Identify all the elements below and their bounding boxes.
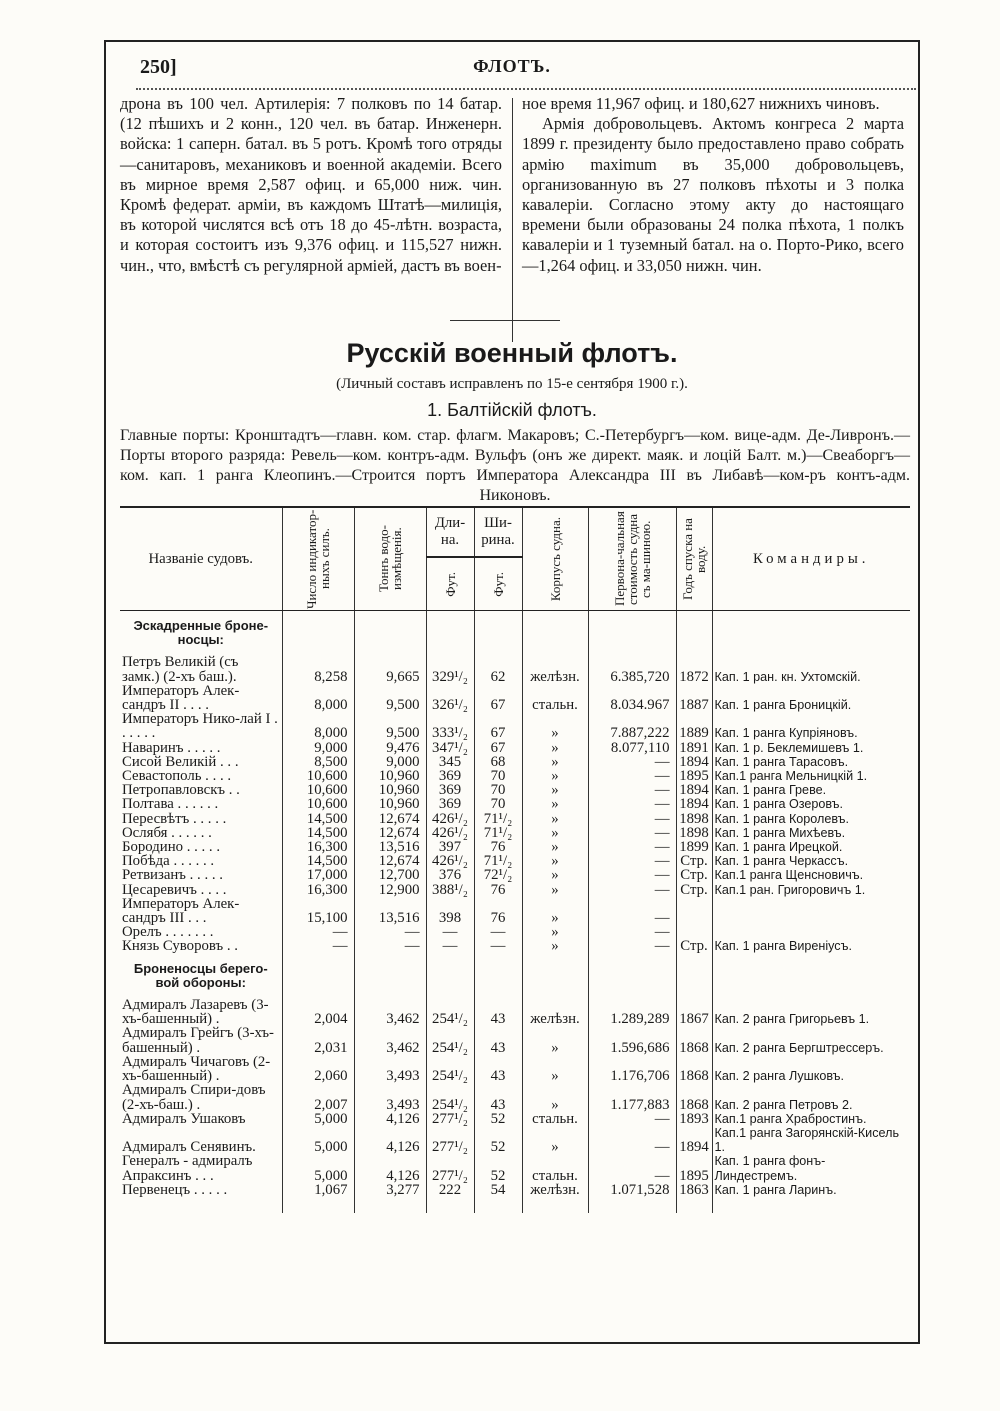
cell-hull: желѣзн. [522,655,588,683]
cell-len: 426¹/₂ [426,854,474,868]
cell-name: Адмиралъ Грейгъ (3-хъ-башенный) . [122,1025,274,1056]
table-row [120,812,910,826]
cell-year: 1894 [676,783,712,797]
cell-name: Императоръ Алек-сандръ III . . . [122,895,240,927]
cell-hp: 2,007 [282,1083,354,1111]
cell-hp: 10,600 [282,783,354,797]
cell-year: Стр. [676,854,712,868]
group-row [120,962,910,990]
cell-hull: » [522,883,588,897]
cell-hp: 17,000 [282,868,354,882]
cell-hp: 14,500 [282,812,354,826]
cell-year: 1868 [676,1055,712,1083]
cell-hull: » [522,840,588,854]
spacer-row [120,1197,910,1205]
cell-cmd [712,925,910,939]
cell-hull: стальн. [522,1154,588,1182]
cell-year: 1868 [676,1026,712,1054]
cell-hull: желѣзн. [522,1183,588,1197]
group-row [120,619,910,647]
cell-wid: — [474,925,522,939]
cell-hp: 2,060 [282,1055,354,1083]
left-paragraph: дрона въ 100 чел. Артилерія: 7 полковъ по 14 батар. (12 пѣшихъ и 2 конн., 120 чел. въ батар. Инженерн. войска: 1 саперн. батал. въ 5 ротъ. Кромѣ того отряды—санитаровъ, механиковъ и военной академіи. Всего въ мирное время 2,587 офиц. и 65,000 ниж. чин. Кромѣ федерат. арміи, въ каждомъ Штатѣ—милиція, въ которой числятся всѣ отъ 18 до 45-лѣтн. возраста, и которая состоитъ изъ 9,376 офиц. и 115,527 нижн. чин., что, вмѣстѣ съ регулярной арміей, дастъ въ воен- [120,94,502,275]
cell-tons: 4,126 [354,1112,426,1126]
cell-hull: стальн. [522,684,588,712]
cell-hull: » [522,868,588,882]
cell-cost: — [588,826,676,840]
cell-hull: желѣзн. [522,998,588,1026]
cell-hull: » [522,854,588,868]
cell-cmd: Кап. 1 ранга Виренiусъ. [712,939,910,953]
right-column [522,94,904,276]
cell-year: 1867 [676,998,712,1026]
cell-hp: 1,067 [282,1183,354,1197]
cell-tons: — [354,925,426,939]
cell-tons: 3,493 [354,1055,426,1083]
table-row [120,883,910,897]
ports-text: Главные порты: Кронштадтъ—главн. ком. стар. флагм. Макаровъ; С.-Петербургъ—ком. вице-адм. Де-Ливронъ.—Порты второго разряда: Ревель—ком. контръ-адм. Вульфъ (онъ же директ. маяк. и лоцій Балт. м.)—Свеаборгъ—ком. кап. 1 ранга Клеопинъ.—Строится портъ Императора Александра III въ Либавѣ—ком-ръ контъ-адм. Никоновъ. [120,427,910,504]
cell-name: Орелъ . . . . . . . [122,924,214,941]
cell-year: 1894 [676,1126,712,1154]
cell-name: Петръ Великій (съ замк.) (2-хъ баш.). [122,654,239,685]
spacer-row [120,647,910,655]
cell-tons: 12,674 [354,854,426,868]
group-label: Броненосцы берего-вой обороны: [133,960,268,990]
cell-cmd: Кап. 1 ранга Черкассъ. [712,854,910,868]
header-hp: Число индикатор-ныхъ силъ. [282,507,354,611]
fleet-table [120,506,910,1213]
cell-cmd: Кап. 1 ранга Королевъ. [712,812,910,826]
cell-cmd: Кап. 1 ранга фонъ-Линдестремъ. [712,1154,910,1182]
table-row [120,939,910,953]
cell-len: 426¹/₂ [426,826,474,840]
cell-cmd: Кап. 1 ранга Михѣевъ. [712,826,910,840]
cell-name: Адмиралъ Спири-довъ (2-хъ-баш.) . [122,1082,266,1113]
cell-hull: » [522,797,588,811]
cell-wid: 76 [474,883,522,897]
header-length: Дли-на. [426,507,474,557]
article-subtitle: (Личный составъ исправленъ по 15-е сентября 1900 г.). [336,376,688,392]
table-row [120,1026,910,1054]
cell-name: Первенецъ . . . . . [122,1181,228,1198]
cell-cmd: Кап.1 ран. Григоровичъ 1. [712,883,910,897]
cell-tons: 12,700 [354,868,426,882]
cell-wid: 67 [474,712,522,740]
cell-len: 254¹/₂ [426,1026,474,1054]
group-label: Эскадренные броне-носцы: [133,618,269,648]
cell-year: 1887 [676,684,712,712]
cell-wid: 76 [474,897,522,925]
cell-wid: 71¹/₂ [474,812,522,826]
cell-hull: » [522,1055,588,1083]
header-name: Названіе судовъ. [120,507,282,611]
cell-hp: — [282,939,354,953]
left-column [120,94,502,276]
table-row [120,1055,910,1083]
cell-name: Петропавловскъ . . [122,782,240,799]
cell-len: 369 [426,769,474,783]
cell-hp: 14,500 [282,854,354,868]
cell-hull: » [522,897,588,925]
cell-hp: 16,300 [282,883,354,897]
cell-year: 1894 [676,755,712,769]
table-row [120,1112,910,1126]
cell-len: 254¹/₂ [426,1055,474,1083]
cell-tons: 3,462 [354,1026,426,1054]
cell-tons: 13,516 [354,897,426,925]
cell-name: Наваринъ . . . . . [122,739,221,756]
cell-tons: 3,277 [354,1183,426,1197]
table-row [120,826,910,840]
cell-wid: 43 [474,1083,522,1111]
cell-hull: » [522,826,588,840]
cell-year: 1889 [676,712,712,740]
cell-name: Севастополь . . . . [122,768,232,785]
cell-cost: — [588,755,676,769]
cell-tons: 4,126 [354,1126,426,1154]
cell-year: 1895 [676,769,712,783]
cell-hp: 9,000 [282,741,354,755]
cell-cost: — [588,1126,676,1154]
cell-year: 1891 [676,741,712,755]
page-frame [104,40,920,1344]
cell-name: Адмиралъ Сенявинъ. [122,1139,256,1156]
cell-year: 1863 [676,1183,712,1197]
table-row [120,712,910,740]
cell-wid: 62 [474,655,522,683]
cell-hull: » [522,769,588,783]
running-title: ФЛОТЪ. [473,56,551,76]
cell-tons: 9,476 [354,741,426,755]
cell-year [676,897,712,925]
cell-len: — [426,925,474,939]
cell-cost: — [588,925,676,939]
cell-wid: 67 [474,684,522,712]
cell-wid: 67 [474,741,522,755]
cell-len: 398 [426,897,474,925]
cell-len: — [426,939,474,953]
cell-wid: 70 [474,783,522,797]
cell-len: 326¹/₂ [426,684,474,712]
cell-hp: 8,000 [282,684,354,712]
header-width: Ши-рина. [474,507,522,557]
header-rule [136,80,916,90]
cell-len: 369 [426,783,474,797]
cell-cmd: Кап. 1 ранга Озеровъ. [712,797,910,811]
cell-cost: 6.385,720 [588,655,676,683]
two-column-text [120,94,910,344]
table-row [120,684,910,712]
cell-year: 1872 [676,655,712,683]
cell-name: Пересвѣтъ . . . . . [122,810,227,827]
table-row [120,783,910,797]
cell-year [676,925,712,939]
cell-cost: 1.596,686 [588,1026,676,1054]
header-year: Годъ спуска на воду. [676,507,712,611]
cell-cmd: Кап.1 ранга Храбростинъ. [712,1112,910,1126]
cell-cost: — [588,783,676,797]
cell-tons: 9,500 [354,712,426,740]
cell-tons: 10,960 [354,769,426,783]
header-length-unit: Фут. [426,557,474,611]
cell-cmd: Кап. 1 ранга Тарасовъ. [712,755,910,769]
ports-paragraph [120,426,910,506]
cell-cost: 8.034.967 [588,684,676,712]
cell-hull: » [522,1026,588,1054]
cell-hp: 8,500 [282,755,354,769]
cell-name: Полтава . . . . . . [122,796,219,813]
table-row [120,998,910,1026]
cell-len: 369 [426,797,474,811]
table-row [120,655,910,683]
cell-name: Адмиралъ Чичаговъ (2-хъ-башенный) . [122,1053,271,1085]
cell-len: 426¹/₂ [426,812,474,826]
cell-wid: 76 [474,840,522,854]
cell-wid: 43 [474,1026,522,1054]
cell-len: 333¹/₂ [426,712,474,740]
cell-hull: » [522,925,588,939]
cell-wid: 72¹/₂ [474,868,522,882]
cell-tons: 10,960 [354,783,426,797]
cell-cost: 1.177,883 [588,1083,676,1111]
cell-cmd: Кап.1 ранга Мельницкій 1. [712,769,910,783]
table-row [120,854,910,868]
cell-hull: » [522,755,588,769]
column-divider [512,98,513,342]
cell-hp: 8,258 [282,655,354,683]
cell-len: 345 [426,755,474,769]
cell-cmd [712,897,910,925]
cell-wid: 52 [474,1112,522,1126]
cell-hp: — [282,925,354,939]
cell-year: 1893 [676,1112,712,1126]
cell-wid: 43 [474,1055,522,1083]
cell-tons: 12,674 [354,826,426,840]
cell-len: 347¹/₂ [426,741,474,755]
cell-year: 1899 [676,840,712,854]
cell-name: Ослябя . . . . . . [122,824,212,841]
spacer-row [120,1205,910,1213]
header-tons: Тоннъ водо-измѣщенія. [354,507,426,611]
cell-name: Ретвизанъ . . . . . [122,867,223,884]
cell-len: 388¹/₂ [426,883,474,897]
cell-hull: » [522,939,588,953]
cell-wid: 52 [474,1126,522,1154]
cell-year: 1895 [676,1154,712,1182]
cell-wid: 52 [474,1154,522,1182]
cell-cost: — [588,883,676,897]
cell-wid: 70 [474,797,522,811]
table-row [120,897,910,925]
cell-wid: — [474,939,522,953]
cell-wid: 43 [474,998,522,1026]
cell-tons: 4,126 [354,1154,426,1182]
cell-cmd: Кап. 1 ранга Ларинъ. [712,1183,910,1197]
cell-wid: 71¹/₂ [474,854,522,868]
cell-name: Генералъ - адмиралъ Апраксинъ . . . [122,1153,253,1184]
cell-len: 254¹/₂ [426,998,474,1026]
cell-cmd: Кап. 2 ранга Лушковъ. [712,1055,910,1083]
cell-name: Императоръ Алек-сандръ II . . . . [122,682,240,714]
cell-hp: 5,000 [282,1112,354,1126]
cell-hp: 15,100 [282,897,354,925]
cell-cmd: Кап. 1 р. Беклемишевъ 1. [712,741,910,755]
right-paragraph-1: ное время 11,967 офиц. и 180,627 нижнихъ чиновъ. [522,94,880,113]
cell-cost: — [588,1112,676,1126]
cell-cmd: Кап. 2 ранга Григорьевъ 1. [712,998,910,1026]
cell-hull: » [522,741,588,755]
cell-cmd: Кап. 1 ранга Греве. [712,783,910,797]
cell-year: 1898 [676,826,712,840]
cell-name: Императоръ Нико-лай I . . . . . . [122,711,278,742]
cell-cost: — [588,840,676,854]
cell-tons: 9,000 [354,755,426,769]
cell-cost: — [588,868,676,882]
cell-name: Цесаревичъ . . . . [122,881,227,898]
cell-cmd: Кап. 2 ранга Бергштрессеръ. [712,1026,910,1054]
cell-name: Адмиралъ Лазаревъ (3-хъ-башенный) . [122,997,269,1028]
cell-cost: — [588,897,676,925]
section-separator [450,320,560,321]
cell-cost: — [588,797,676,811]
cell-year: Стр. [676,868,712,882]
table-row [120,1183,910,1197]
cell-hull: » [522,783,588,797]
cell-name: Бородино . . . . . [122,839,221,856]
article-title: Русскій военный флотъ. [346,338,678,368]
cell-cost: 8.077,110 [588,741,676,755]
cell-hp: 16,300 [282,840,354,854]
cell-name: Сисой Великій . . . [122,753,239,770]
cell-cost: 1.289,289 [588,998,676,1026]
cell-year: Стр. [676,883,712,897]
cell-wid: 68 [474,755,522,769]
cell-name: Князь Суворовъ . . [122,938,238,955]
table-row [120,1083,910,1111]
cell-cost: — [588,769,676,783]
cell-len: 222 [426,1183,474,1197]
cell-tons: 12,900 [354,883,426,897]
cell-year: 1868 [676,1083,712,1111]
cell-name: Адмиралъ Ушаковъ [122,1110,246,1127]
cell-len: 277¹/₂ [426,1154,474,1182]
cell-cost: 7.887,222 [588,712,676,740]
cell-wid: 54 [474,1183,522,1197]
cell-hull: » [522,1083,588,1111]
cell-tons: 3,493 [354,1083,426,1111]
table-row [120,925,910,939]
cell-tons: — [354,939,426,953]
cell-hull: » [522,1126,588,1154]
table-row [120,1154,910,1182]
cell-tons: 9,500 [354,684,426,712]
cell-len: 376 [426,868,474,882]
cell-hp: 2,004 [282,998,354,1026]
cell-len: 329¹/₂ [426,655,474,683]
table-row [120,797,910,811]
cell-tons: 9,665 [354,655,426,683]
page-number: 250] [140,56,177,78]
cell-wid: 70 [474,769,522,783]
table-row [120,1126,910,1154]
header-commanders: Командиры. [712,507,910,611]
table-row [120,868,910,882]
table-row [120,755,910,769]
cell-cost: — [588,1154,676,1182]
cell-hull: » [522,712,588,740]
cell-tons: 10,960 [354,797,426,811]
cell-len: 277¹/₂ [426,1126,474,1154]
cell-tons: 3,462 [354,998,426,1026]
fleet-heading: 1. Балтійскій флотъ. [427,400,597,420]
cell-cmd: Кап. 2 ранга Петровъ 2. [712,1083,910,1111]
cell-hp: 2,031 [282,1026,354,1054]
cell-tons: 13,516 [354,840,426,854]
cell-cmd: Кап.1 ранга Загорянскій-Кисель 1. [712,1126,910,1154]
cell-hp: 5,000 [282,1126,354,1154]
cell-year: Стр. [676,939,712,953]
cell-hp: 8,000 [282,712,354,740]
cell-hull: » [522,812,588,826]
cell-len: 397 [426,840,474,854]
table-row [120,741,910,755]
cell-cost: — [588,939,676,953]
cell-cmd: Кап.1 ранга Щенсновичъ. [712,868,910,882]
header-cost: Первона-чальная стоимость судна съ ма-шиною. [588,507,676,611]
cell-hp: 14,500 [282,826,354,840]
cell-year: 1898 [676,812,712,826]
header-width-unit: Фут. [474,557,522,611]
cell-cost: — [588,854,676,868]
cell-hull: стальн. [522,1112,588,1126]
cell-tons: 12,674 [354,812,426,826]
cell-len: 277¹/₂ [426,1112,474,1126]
cell-year: 1894 [676,797,712,811]
header-hull: Корпусъ судна. [522,507,588,611]
cell-cost: — [588,812,676,826]
cell-len: 254¹/₂ [426,1083,474,1111]
table-row [120,769,910,783]
right-paragraph-2: Армія добровольцевъ. Актомъ конгреса 2 марта 1899 г. президенту было предоставлено право собрать армію maximum въ 35,000 добровольцевъ, организованную въ 27 полковъ пѣхоты и 3 полка кавалеріи. Согласно этому акту до настоящаго времени были образованы 24 полка пѣхота, 1 полкъ кавалеріи и 1 туземный батал. на о. Порто-Рико, всего—1,264 офиц. и 33,050 нижн. чин. [522,114,904,275]
cell-name: Побѣда . . . . . . [122,853,215,870]
cell-hp: 5,000 [282,1154,354,1182]
cell-cmd: Кап. 1 ранга Броницкій. [712,684,910,712]
cell-hp: 10,600 [282,769,354,783]
cell-cost: 1.176,706 [588,1055,676,1083]
cell-cmd: Кап. 1 ран. кн. Ухтомскій. [712,655,910,683]
cell-hp: 10,600 [282,797,354,811]
cell-wid: 71¹/₂ [474,826,522,840]
cell-cmd: Кап. 1 ранга Ирецкой. [712,840,910,854]
cell-cmd: Кап. 1 ранга Купріяновъ. [712,712,910,740]
table-row [120,840,910,854]
cell-cost: 1.071,528 [588,1183,676,1197]
